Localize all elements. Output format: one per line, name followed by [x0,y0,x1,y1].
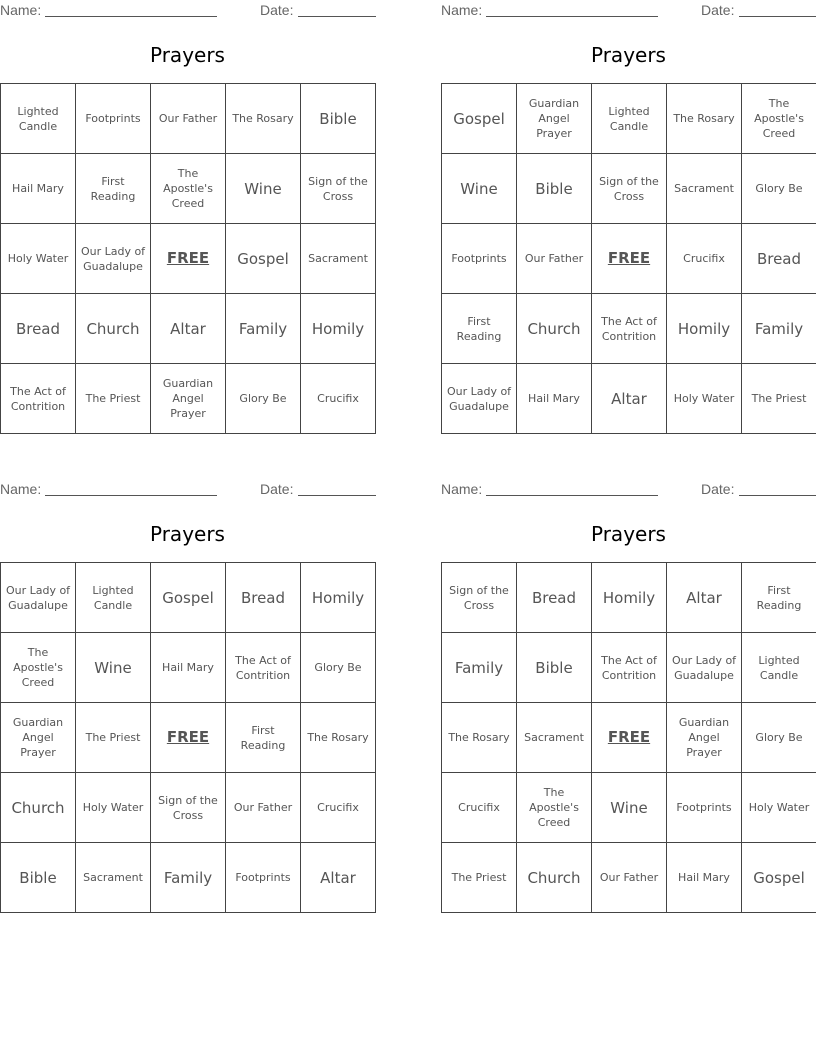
bingo-cell: Our Father [226,773,301,843]
bingo-cell: The Priest [742,364,816,434]
bingo-cell: The Rosary [442,703,517,773]
bingo-cell: Family [742,294,816,364]
bingo-cell: The Act of Contrition [226,633,301,703]
bingo-cell: First Reading [76,154,151,224]
bingo-cell: Lighted Candle [76,563,151,633]
bingo-cell: Sacrament [517,703,592,773]
bingo-cell: The Act of Contrition [592,633,667,703]
bingo-cell: Sign of the Cross [301,154,376,224]
bingo-grid [441,562,816,913]
card-header [0,479,375,503]
date-write-line [739,16,816,17]
free-space-cell: FREE [592,224,667,294]
bingo-cell: Hail Mary [517,364,592,434]
bingo-card-1 [0,0,375,435]
date-label: Date: [260,2,294,18]
bingo-cell: Bread [1,294,76,364]
date-write-line [298,16,376,17]
bingo-cell: Bible [517,633,592,703]
bingo-cell: The Apostle's Creed [151,154,226,224]
bingo-cell: Crucifix [301,364,376,434]
bingo-cell: The Rosary [667,84,742,154]
bingo-cell: Lighted Candle [742,633,816,703]
bingo-cell: Crucifix [667,224,742,294]
bingo-cell: Our Father [151,84,226,154]
card-title: Prayers [591,522,666,546]
bingo-cell: Guardian Angel Prayer [667,703,742,773]
name-label: Name: [0,2,42,18]
bingo-cell: Homily [667,294,742,364]
bingo-cell: Church [76,294,151,364]
free-space-cell: FREE [592,703,667,773]
bingo-cell: Footprints [442,224,517,294]
bingo-cell: Our Father [592,843,667,913]
bingo-cell: Our Lady of Guadalupe [667,633,742,703]
bingo-cell: Our Father [517,224,592,294]
name-label: Name: [441,481,483,497]
card-title: Prayers [591,43,666,67]
bingo-cell: Bread [226,563,301,633]
bingo-cell: Family [442,633,517,703]
bingo-cell: Glory Be [226,364,301,434]
bingo-card-4 [441,479,816,914]
bingo-cell: Our Lady of Guadalupe [1,563,76,633]
bingo-cell: Our Lady of Guadalupe [442,364,517,434]
free-space-cell: FREE [151,703,226,773]
bingo-cell: Homily [301,563,376,633]
bingo-cell: Homily [592,563,667,633]
bingo-cell: Bible [1,843,76,913]
bingo-cell: Sign of the Cross [442,563,517,633]
bingo-cell: Lighted Candle [1,84,76,154]
bingo-cell: Footprints [226,843,301,913]
bingo-cell: Glory Be [742,703,816,773]
name-write-line [45,495,217,496]
date-write-line [739,495,816,496]
bingo-cell: Altar [667,563,742,633]
bingo-cell: Glory Be [742,154,816,224]
date-write-line [298,495,376,496]
bingo-cell: Bible [301,84,376,154]
bingo-cell: Holy Water [742,773,816,843]
bingo-cell: Crucifix [442,773,517,843]
free-space-cell: FREE [151,224,226,294]
bingo-cell: Church [517,843,592,913]
bingo-cell: Gospel [151,563,226,633]
bingo-cell: The Rosary [226,84,301,154]
bingo-cell: Guardian Angel Prayer [151,364,226,434]
bingo-cell: The Apostle's Creed [517,773,592,843]
bingo-cell: Hail Mary [667,843,742,913]
bingo-cell: Sacrament [76,843,151,913]
card-title: Prayers [150,522,225,546]
bingo-cell: Crucifix [301,773,376,843]
card-title: Prayers [150,43,225,67]
bingo-cell: Altar [301,843,376,913]
bingo-cell: Bread [742,224,816,294]
bingo-cell: First Reading [442,294,517,364]
name-write-line [486,495,658,496]
name-label: Name: [0,481,42,497]
bingo-grid [0,83,376,434]
bingo-grid [0,562,376,913]
bingo-cell: Sign of the Cross [592,154,667,224]
bingo-cell: Wine [226,154,301,224]
bingo-cell: Wine [76,633,151,703]
bingo-cell: Gospel [226,224,301,294]
bingo-grid [441,83,816,434]
bingo-cell: Our Lady of Guadalupe [76,224,151,294]
bingo-cell: The Act of Contrition [592,294,667,364]
name-label: Name: [441,2,483,18]
bingo-cell: Bible [517,154,592,224]
bingo-cell: The Apostle's Creed [742,84,816,154]
date-label: Date: [701,481,735,497]
bingo-cell: Sacrament [301,224,376,294]
bingo-cell: The Act of Contrition [1,364,76,434]
bingo-cell: Bread [517,563,592,633]
bingo-cell: Sacrament [667,154,742,224]
bingo-cell: Guardian Angel Prayer [1,703,76,773]
bingo-cell: First Reading [226,703,301,773]
bingo-cell: Gospel [442,84,517,154]
bingo-cell: Family [151,843,226,913]
bingo-cell: Church [517,294,592,364]
bingo-card-3 [0,479,375,914]
bingo-card-2 [441,0,816,435]
name-write-line [45,16,217,17]
bingo-cell: Family [226,294,301,364]
bingo-cell: Guardian Angel Prayer [517,84,592,154]
bingo-cell: Homily [301,294,376,364]
bingo-cell: Holy Water [667,364,742,434]
bingo-cell: Hail Mary [151,633,226,703]
bingo-cell: Altar [151,294,226,364]
bingo-cell: Church [1,773,76,843]
card-header [441,479,816,503]
card-header [441,0,816,24]
date-label: Date: [701,2,735,18]
bingo-cell: Footprints [76,84,151,154]
bingo-cell: Holy Water [1,224,76,294]
name-write-line [486,16,658,17]
bingo-cell: Wine [442,154,517,224]
card-header [0,0,375,24]
bingo-cell: The Priest [76,364,151,434]
bingo-cell: Altar [592,364,667,434]
bingo-cell: The Apostle's Creed [1,633,76,703]
bingo-cell: Gospel [742,843,816,913]
bingo-cell: First Reading [742,563,816,633]
bingo-cell: Holy Water [76,773,151,843]
date-label: Date: [260,481,294,497]
bingo-cell: Glory Be [301,633,376,703]
bingo-cell: The Priest [76,703,151,773]
bingo-cell: Wine [592,773,667,843]
bingo-cell: Lighted Candle [592,84,667,154]
bingo-cell: The Priest [442,843,517,913]
bingo-cell: The Rosary [301,703,376,773]
bingo-cell: Sign of the Cross [151,773,226,843]
bingo-cell: Footprints [667,773,742,843]
bingo-cell: Hail Mary [1,154,76,224]
